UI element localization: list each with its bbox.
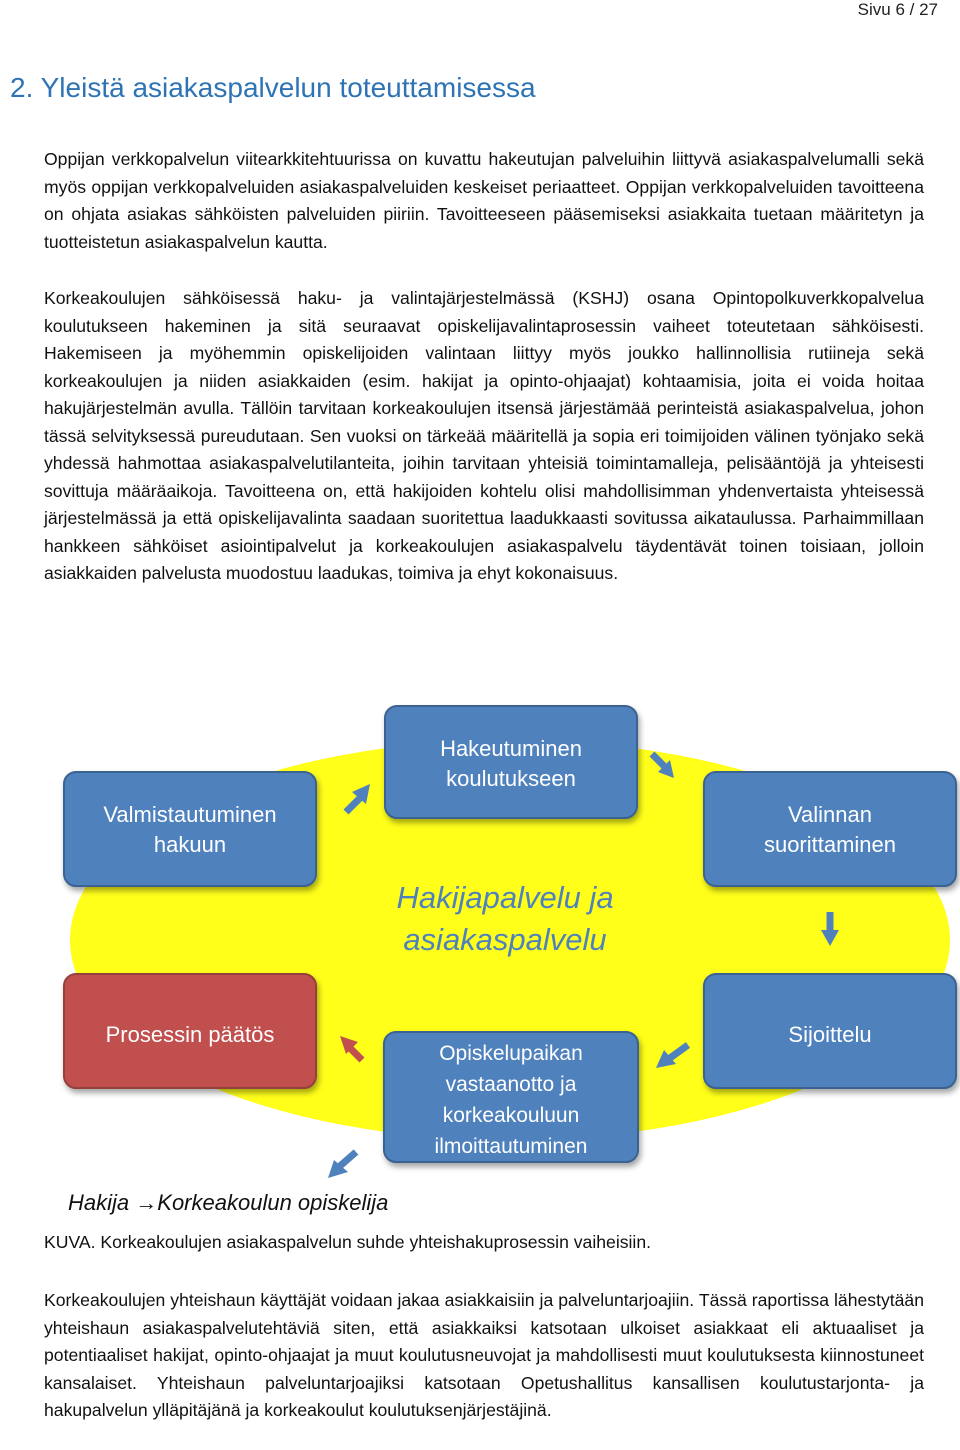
box-prosessin-line1: Prosessin päätös [105, 1022, 275, 1047]
paragraph-3: Korkeakoulujen yhteishaun käyttäjät voidaan jakaa asiakkaisiin ja palveluntarjoajiin. Tässä raportissa lähestytään yhteishaun asiakaspalvelutehtäviä siten, että asiakkaiksi katsotaan ulkoiset asiakkaat eli aktuaaliset ja potentiaaliset hakijat, opinto-ohjaajat ja muut koulutusneuvojat ja mahdollisesti muut koulutuksesta kiinnostuneet kansalaiset. Yhteishaun palveluntarjoajiksi katsotaan Opetushallitus kansallisen koulutustarjonta- ja hakupalvelun ylläpitäjänä ja korkeakoulut koulutuksenjärjestäjinä. [44, 1290, 924, 1420]
box-opiskelupaikan-line1: Opiskelupaikan [439, 1042, 583, 1065]
page-number: Sivu 6 / 27 [857, 0, 938, 19]
box-prosessin [64, 974, 316, 1088]
arrow-icon-to-hakija [328, 1152, 356, 1178]
box-valmistautuminen-line2: hakuun [153, 832, 227, 857]
box-valinnan-line1: Valinnan [788, 802, 872, 827]
center-title-line2: asiakaspalvelu [403, 922, 607, 957]
box-valmistautuminen [64, 772, 316, 886]
box-valmistautuminen-line1: Valmistautuminen [103, 802, 277, 827]
paragraph-2: Korkeakoulujen sähköisessä haku- ja valintajärjestelmässä (KSHJ) osana Opintopolkuverkkopalvelua koulutukseen hakeminen ja sitä seuraavat opiskelijavalintaprosessin vaiheet toteutetaan sähköisesti. Hakemiseen ja myöhemmin opiskelijoiden valintaan liittyy myös joukko hallinnollisia rutiineja sekä korkeakoulujen ja niiden asiakkaiden (esim. hakijat ja opinto-ohjaajat) kohtaamisia, joita ei voida hoitaa hakujärjestelmän avulla. Tällöin tarvitaan korkeakoulujen itsensä järjestämää perinteistä asiakaspalvelua, johon tässä selvityksessä pureudutaan. Sen vuoksi on tärkeää määritellä ja sopia eri toimijoiden välinen työnjako sekä yhdessä hahmottaa asiakaspalvelutilanteita, joihin tarvitaan yhteisiä toimintamalleja, pelisääntöjä ja yhteisesti sovittuja määräaikoja. Tavoitteena on, että hakijoiden kohtelu olisi mahdollisimman yhdenvertaista yhteisessä järjestelmässä ja että opiskelijavalinta saadaan suoritettua laadukkaasti sovitussa aikataulussa. Parhaimmillaan hankkeen sähköiset asiointipalvelut ja korkeakoulujen asiakaspalvelu täydentävät toinen toisiaan, jolloin asiakkaiden palvelusta muodostuu laadukas, toimiva ja ehyt kokonaisuus. [44, 288, 924, 583]
box-opiskelupaikan-line4: ilmoittautuminen [434, 1135, 588, 1158]
box-sijoittelu [704, 974, 956, 1088]
figure-caption: KUVA. Korkeakoulujen asiakaspalvelun suhde yhteishakuprosessin vaiheisiin. [44, 1232, 652, 1252]
process-diagram [0, 700, 960, 1200]
hakija-from: Hakija [68, 1190, 130, 1215]
center-title-line1: Hakijapalvelu ja [396, 880, 614, 915]
box-opiskelupaikan-line3: korkeakouluun [442, 1104, 580, 1127]
box-sijoittelu-line1: Sijoittelu [788, 1022, 872, 1047]
box-valinnan-line2: suorittaminen [763, 832, 897, 857]
box-hakeutuminen-line1: Hakeutuminen [440, 736, 582, 761]
section-heading: 2. Yleistä asiakaspalvelun toteuttamisessa [10, 72, 536, 103]
hakija-label [68, 1190, 388, 1216]
paragraph-1: Oppijan verkkopalvelun viitearkkitehtuurissa on kuvattu hakeutujan palveluihin liittyvä asiakaspalvelumalli sekä myös oppijan verkkopalveluiden asiakaspalveluiden keskeiset periaatteet. Oppijan verkkopalveluiden tavoitteena on ohjata asiakas sähköisten palveluiden piiriin. Tavoitteeseen pääsemiseksi asiakkaita tuetaan määritetyn ja tuotteistetun asiakaspalvelun kautta. [44, 149, 924, 252]
box-opiskelupaikan-line2: vastaanotto ja [445, 1073, 577, 1096]
box-hakeutuminen-line2: koulutukseen [446, 766, 576, 791]
box-hakeutuminen [385, 706, 637, 818]
hakija-to: Korkeakoulun opiskelija [157, 1190, 389, 1215]
box-opiskelupaikan [384, 1032, 638, 1162]
arrow-right-icon: → [135, 1190, 158, 1215]
box-valinnan [704, 772, 956, 886]
